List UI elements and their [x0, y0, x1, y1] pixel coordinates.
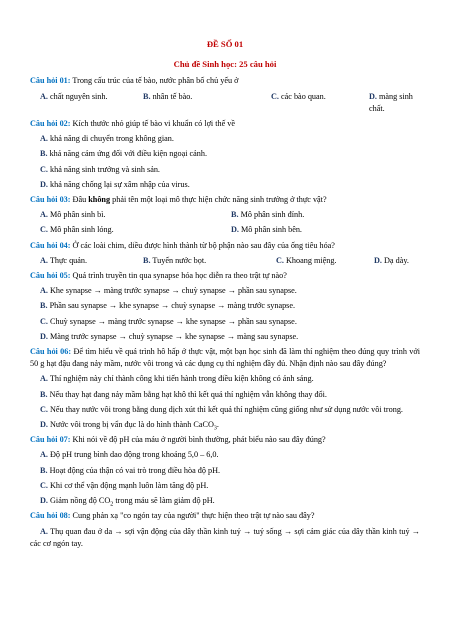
option-text: khả năng di chuyển trong không gian. [47, 134, 174, 144]
option-text: Mô phân sinh lóng. [47, 225, 114, 235]
option-label: C. [40, 164, 48, 174]
option-label: A. [40, 255, 48, 265]
question-number: Câu hỏi 08: [30, 511, 71, 521]
option-text: Mô phân sinh bì. [47, 210, 106, 220]
question-text: Trong cấu trúc của tế bào, nước phân bố chủ yếu ở [70, 76, 239, 86]
question-text: Kích thước nhỏ giúp tế bào vi khuẩn có lợi thế về [70, 119, 236, 129]
option-text: Màng trước synapse → chuỳ synapse → khe synapse → màng sau synapse. [47, 331, 299, 341]
option-b [231, 209, 304, 221]
option-c [271, 91, 369, 115]
option-a [40, 373, 420, 385]
option-label: A. [40, 210, 48, 220]
option-a [40, 255, 143, 267]
option-label: C. [276, 255, 284, 265]
option-label: B. [40, 301, 48, 311]
option-text: Hoạt động của thận có vai trò trong điều hòa độ pH. [47, 465, 221, 475]
option-a [40, 91, 143, 115]
option-label: B. [143, 91, 151, 101]
option-label: C. [271, 91, 279, 101]
option-label: D. [369, 91, 377, 101]
option-label: A. [40, 450, 48, 460]
option-text: khả năng cảm ứng đối với điều kiện ngoại cảnh. [47, 149, 208, 159]
option-label: C. [40, 316, 48, 326]
option-label: D. [40, 496, 48, 506]
question-06 [30, 346, 420, 370]
question-number: Câu hỏi 05: [30, 271, 71, 281]
negation-word: không [88, 195, 111, 205]
option-label: B. [40, 465, 48, 475]
options-row [40, 209, 420, 221]
question-text: Để tìm hiểu về quá trình hô hấp ở thực vật, một bạn học sinh đã làm thí nghiệm theo đúng quy trình với 50 g hạt đậu đang nảy mầm, nước vôi trong và các dụng cụ thí nghiệm đầy đủ. Nhận định nào sau đây đúng? [30, 347, 420, 369]
option-d [369, 91, 420, 115]
option-text: Thí nghiệm này chỉ thành công khi tiến hành trong điều kiện không có ánh sáng. [47, 374, 314, 384]
question-number: Câu hỏi 02: [30, 119, 71, 129]
option-text: Khi cơ thể vận động mạnh luôn làm tăng độ pH. [47, 480, 209, 490]
option-text: Mô phân sinh bên. [238, 225, 302, 235]
option-text: Khe synapse → màng trước synapse → chuỳ synapse → phần sau synapse. [47, 286, 297, 296]
option-label: D. [374, 255, 382, 265]
option-b [40, 300, 420, 312]
option-label: B. [143, 255, 151, 265]
option-text: Độ pH trung bình dao động trong khoảng 5,0 – 6,0. [47, 450, 219, 460]
question-02 [30, 118, 420, 130]
exam-title: ĐỀ SỐ 01 [206, 39, 244, 49]
option-b [143, 255, 276, 267]
question-03 [30, 194, 420, 206]
question-08 [30, 510, 420, 522]
option-text: nhân tế bào. [150, 91, 193, 101]
option-b [40, 465, 420, 477]
option-c [30, 404, 420, 416]
option-b [40, 148, 420, 160]
option-c [40, 224, 231, 236]
option-a [30, 526, 420, 550]
question-text: Cung phản xạ "co ngón tay của người" thực hiện theo trật tự nào sau đây? [70, 511, 315, 521]
option-label: C. [40, 480, 48, 490]
option-text: Dạ dày. [381, 255, 409, 265]
option-text-end: . [216, 420, 219, 430]
option-label: B. [40, 389, 48, 399]
option-label: A. [40, 374, 48, 384]
question-text: Ở các loài chim, diều được hình thành từ bộ phận nào sau đây của ống tiêu hóa? [70, 240, 335, 250]
option-text: Phần sau synapse → khe synapse → chuỳ synapse → màng trước synapse. [47, 301, 296, 311]
question-number: Câu hỏi 07: [30, 435, 71, 445]
question-text: Khi nói về độ pH của máu ở người bình thường, phát biểu nào sau đây đúng? [70, 435, 326, 445]
option-text: Thụ quan đau ở da → sợi vận động của dây thần kinh tuỷ → tuỷ sống → sợi cảm giác của dây thần kinh tuỷ → các cơ ngón tay. [30, 526, 420, 548]
question-text-pre: Đâu [70, 195, 89, 205]
subscript: 2 [110, 501, 114, 508]
question-04 [30, 240, 420, 252]
option-d [40, 179, 420, 191]
option-c [40, 164, 420, 176]
question-01 [30, 75, 420, 87]
option-label: A. [40, 134, 48, 144]
question-07 [30, 434, 420, 446]
question-05 [30, 270, 420, 282]
option-text: Thực quản. [47, 255, 88, 265]
option-b [40, 389, 420, 401]
option-label: D. [40, 420, 48, 430]
option-text: các bào quan. [278, 91, 326, 101]
option-text: Nếu thay hạt đang nảy mầm bằng hạt khô thì kết quả thí nghiệm vẫn không thay đổi. [47, 389, 327, 399]
option-text: Giảm nồng độ CO [47, 496, 111, 506]
option-c [40, 480, 420, 492]
option-c [40, 316, 420, 328]
subscript: 3 [213, 425, 217, 432]
question-number: Câu hỏi 01: [30, 76, 71, 86]
option-label: D. [40, 331, 48, 341]
question-number: Câu hỏi 06: [30, 347, 72, 357]
question-text-post: phải tên một loại mô thực hiện chức năng sinh trưởng ở thực vật? [110, 195, 327, 205]
option-a [40, 449, 420, 461]
option-a [40, 209, 231, 221]
option-label: D. [231, 225, 239, 235]
options-row [40, 91, 420, 115]
option-text: chất nguyên sinh. [47, 91, 108, 101]
option-a [40, 133, 420, 145]
option-c [276, 255, 374, 267]
option-label: A. [40, 91, 48, 101]
question-text: Quá trình truyền tin qua synapse hóa học diễn ra theo trật tự nào? [70, 271, 287, 281]
option-text-end: trong máu sẽ làm giảm độ pH. [113, 496, 215, 506]
options-row [40, 255, 420, 267]
question-number: Câu hỏi 04: [30, 240, 71, 250]
option-text: Nếu thay nước vôi trong bằng dung dịch xút thì kết quả thí nghiệm cũng giống như sử dụng nước vôi trong. [47, 404, 403, 414]
option-b [143, 91, 271, 115]
option-label: D. [40, 179, 48, 189]
option-d [374, 255, 409, 267]
option-label: A. [40, 286, 48, 296]
option-a [40, 285, 420, 297]
option-d [40, 495, 420, 507]
exam-subtitle: Chủ đề Sinh học: 25 câu hỏi [173, 59, 277, 70]
option-label: C. [40, 404, 48, 414]
option-label: B. [40, 149, 48, 159]
option-d [40, 419, 420, 431]
question-number: Câu hỏi 03: [30, 195, 71, 205]
option-text: Khoang miệng. [283, 255, 337, 265]
option-d [40, 331, 420, 343]
option-text: Nước vôi trong bị vẩn đục là do hình thành CaCO [47, 420, 214, 430]
option-label: C. [40, 225, 48, 235]
option-text: khả năng chống lại sự xâm nhập của virus. [47, 179, 190, 189]
option-text: Mô phân sinh đỉnh. [238, 210, 305, 220]
option-text: màng sinh chất. [369, 91, 413, 113]
option-text: Tuyến nước bọt. [150, 255, 207, 265]
option-d [231, 224, 302, 236]
option-text: khả năng sinh trưởng và sinh sản. [47, 164, 160, 174]
option-label: A. [40, 526, 48, 536]
option-text: Chuỳ synapse → màng trước synapse → khe synapse → phần sau synapse. [47, 316, 297, 326]
options-row [40, 224, 420, 236]
option-label: B. [231, 210, 239, 220]
